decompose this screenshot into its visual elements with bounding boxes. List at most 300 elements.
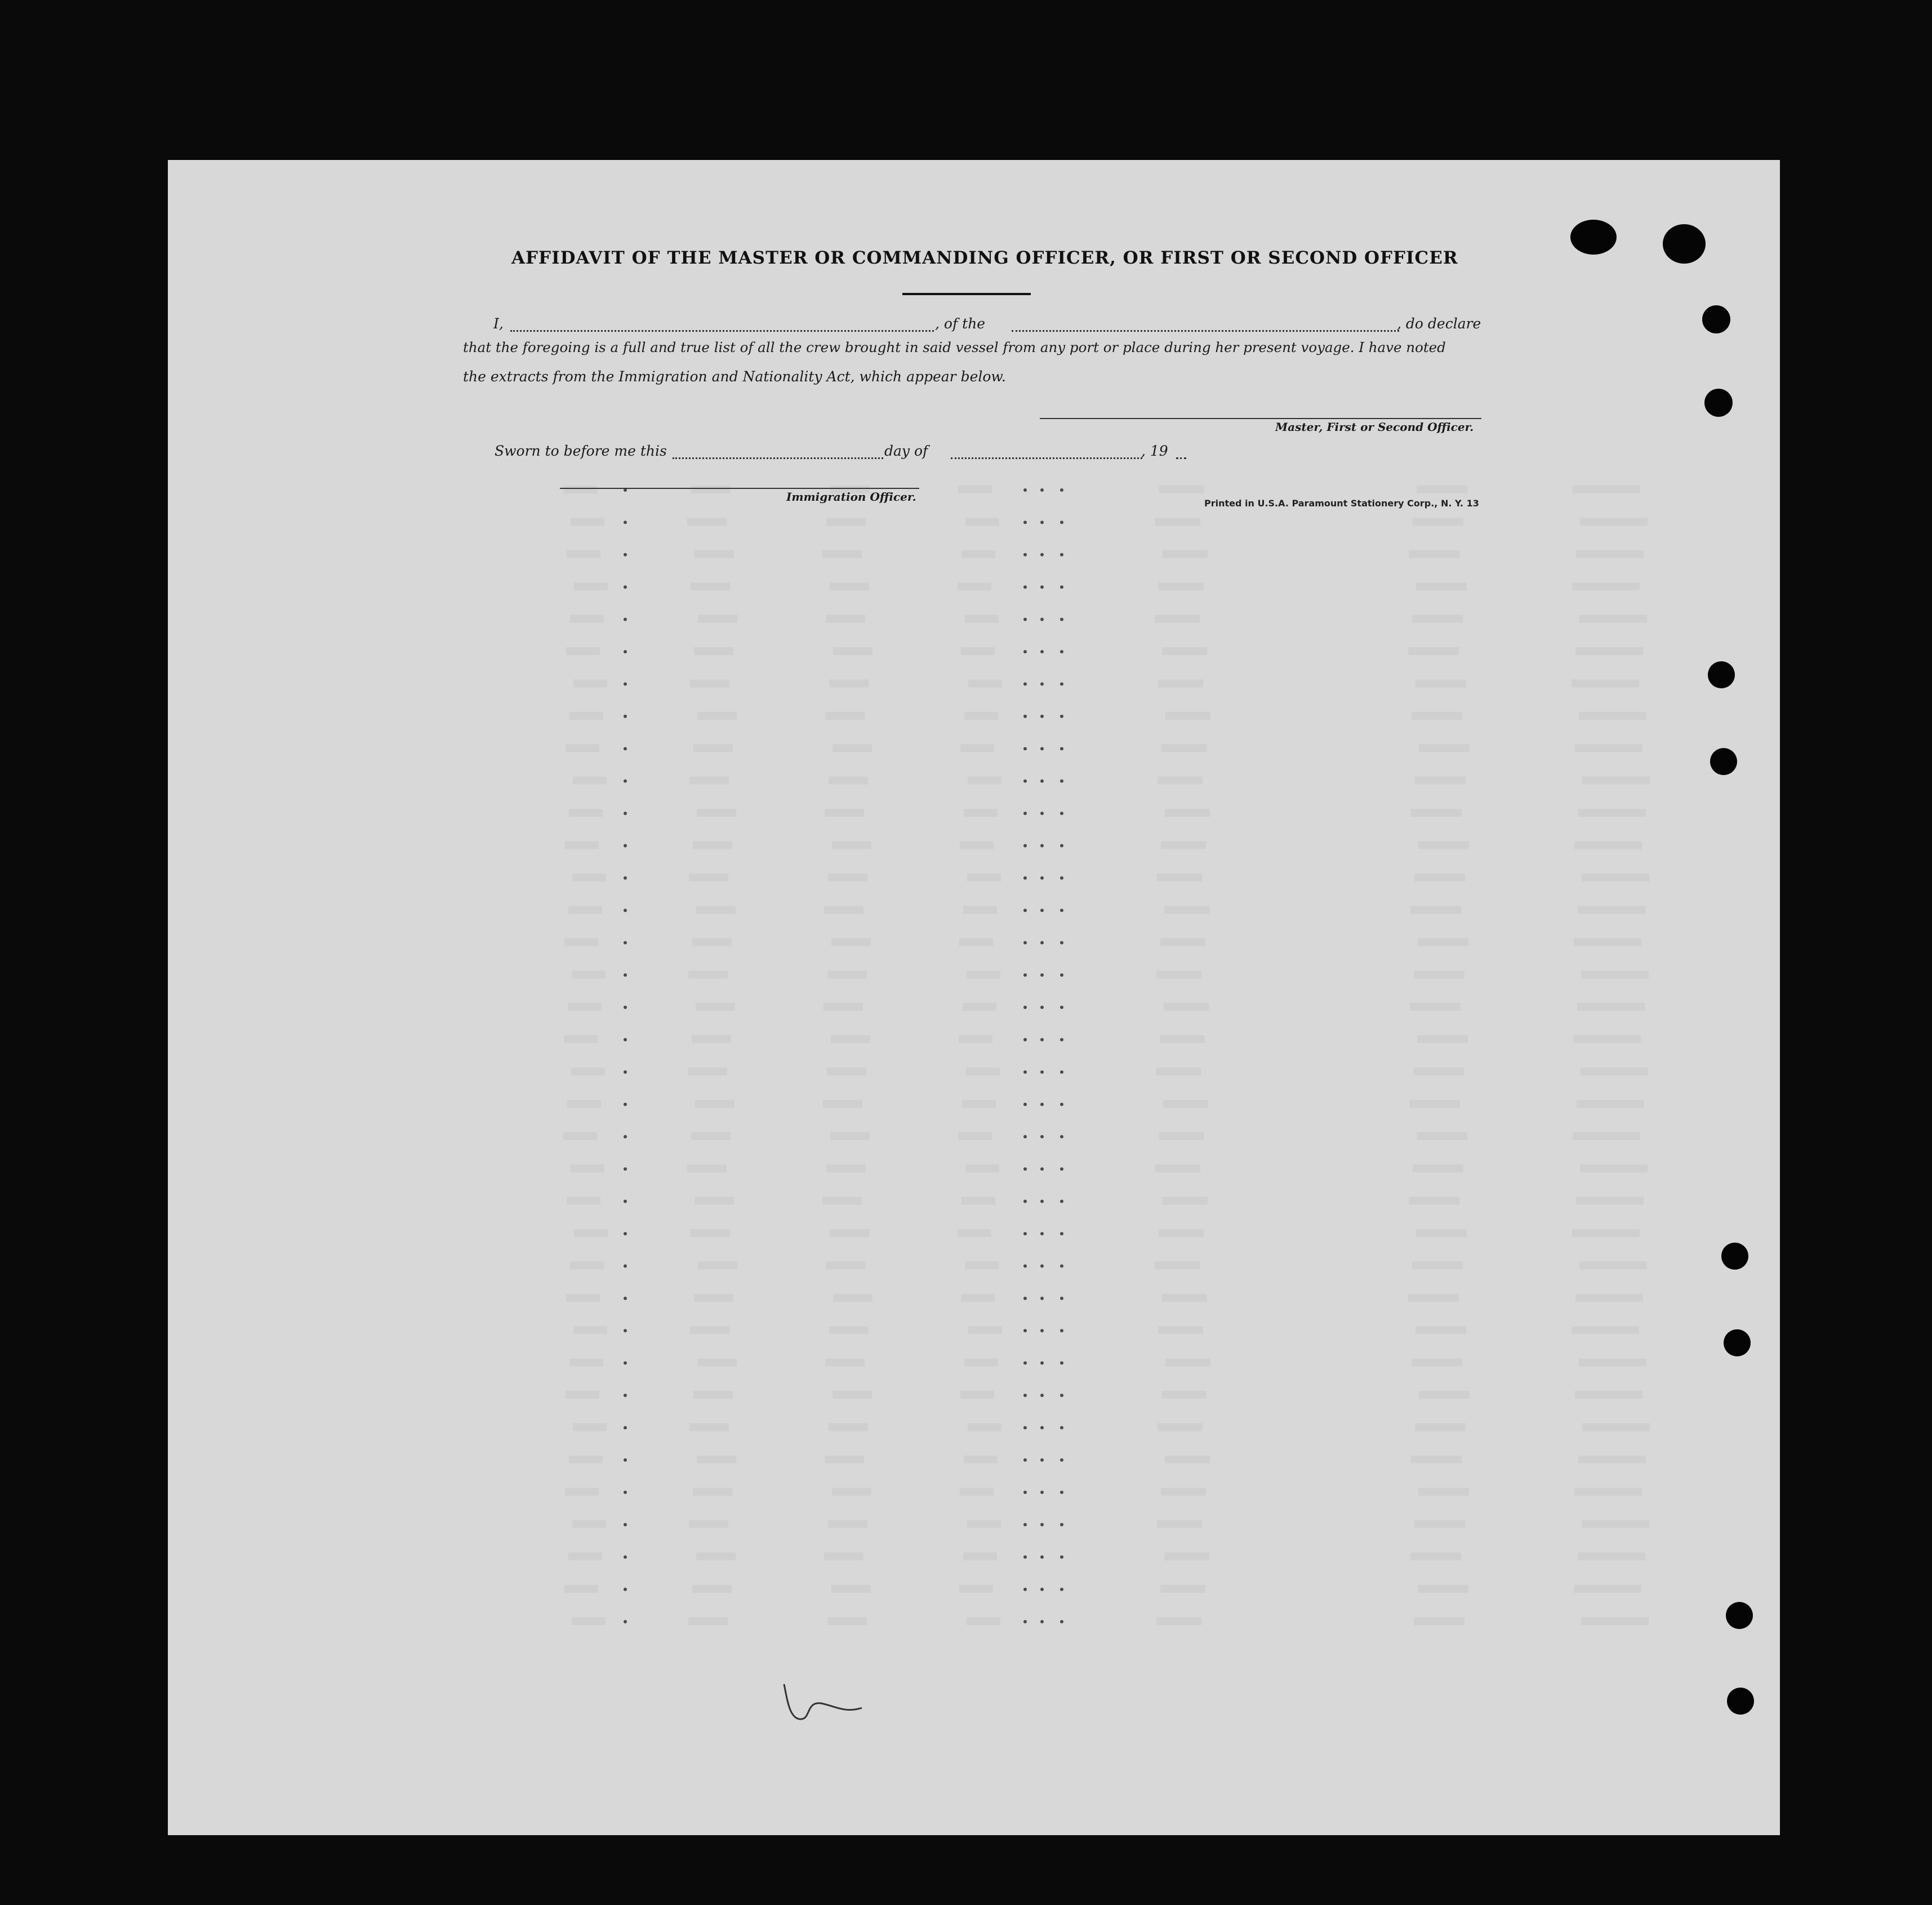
show-through-word xyxy=(1574,938,1641,946)
column-dot xyxy=(624,1555,627,1559)
show-through-word xyxy=(1164,1552,1209,1560)
master-name-field[interactable] xyxy=(510,330,934,332)
column-dot xyxy=(1023,1297,1027,1300)
show-through-word xyxy=(1579,712,1646,720)
column-dot xyxy=(1040,844,1044,847)
column-dot xyxy=(1023,1200,1027,1203)
show-through-word xyxy=(573,1423,607,1431)
show-through-word xyxy=(566,744,599,752)
column-dot xyxy=(1023,1426,1027,1430)
show-through-word xyxy=(1412,1262,1463,1270)
column-dot xyxy=(1040,909,1044,912)
show-through-word xyxy=(687,1164,727,1172)
show-through-word xyxy=(572,1520,606,1528)
column-dot xyxy=(624,1329,627,1332)
show-through-word xyxy=(1412,712,1462,720)
show-through-word xyxy=(1165,712,1210,720)
column-dot xyxy=(1023,520,1027,524)
show-through-word xyxy=(693,744,733,752)
show-through-word xyxy=(968,1326,1002,1334)
column-dot xyxy=(1040,1329,1044,1332)
show-through-word xyxy=(1415,777,1466,785)
declaration-line-3: the extracts from the Immigration and Nationality Act, which appear below. xyxy=(463,368,1006,385)
show-through-word xyxy=(1410,906,1461,914)
column-dot xyxy=(1060,553,1063,557)
show-through-word xyxy=(564,1585,598,1593)
show-through-word xyxy=(965,518,999,526)
column-dot xyxy=(624,876,627,880)
show-through-word xyxy=(689,1423,729,1431)
show-through-word xyxy=(1408,1294,1459,1302)
show-through-word xyxy=(691,1229,730,1237)
column-dot xyxy=(624,1394,627,1397)
show-through-word xyxy=(698,615,737,623)
column-dot xyxy=(1040,973,1044,977)
column-dot xyxy=(1023,1103,1027,1106)
show-through-word xyxy=(827,971,867,978)
show-through-word xyxy=(566,647,600,655)
show-through-word xyxy=(689,777,729,785)
show-through-word xyxy=(1414,874,1465,882)
show-through-word xyxy=(1161,1488,1206,1495)
show-through-word xyxy=(1155,518,1200,526)
column-dot xyxy=(1040,715,1044,718)
show-through-word xyxy=(832,841,871,849)
show-through-word xyxy=(696,1552,736,1560)
show-through-word xyxy=(1576,550,1644,558)
show-through-word xyxy=(694,647,733,655)
sworn-day-field[interactable] xyxy=(673,457,883,459)
show-through-word xyxy=(1575,647,1643,655)
show-through-word xyxy=(1418,938,1468,946)
show-through-word xyxy=(567,550,600,558)
show-through-word xyxy=(573,1326,607,1334)
column-dot xyxy=(1060,1426,1063,1430)
show-through-word xyxy=(968,679,1002,687)
column-dot xyxy=(1023,1394,1027,1397)
show-through-word xyxy=(695,1197,734,1205)
show-through-word xyxy=(830,582,869,590)
show-through-word xyxy=(1573,1035,1641,1043)
show-through-word xyxy=(822,1197,862,1205)
column-dot xyxy=(1023,553,1027,557)
show-through-word xyxy=(1417,486,1467,493)
show-through-word xyxy=(965,1164,999,1172)
show-through-word xyxy=(1159,1132,1204,1140)
column-dot xyxy=(1060,650,1063,653)
show-through-word xyxy=(1165,1456,1210,1463)
column-dot xyxy=(1060,747,1063,750)
column-dot xyxy=(1023,780,1027,783)
show-through-word xyxy=(693,841,732,849)
show-through-word xyxy=(1413,1164,1463,1172)
show-through-word xyxy=(964,1456,998,1463)
show-through-word xyxy=(1414,1617,1464,1625)
column-dot xyxy=(624,1038,627,1041)
show-through-word xyxy=(1155,615,1200,623)
show-through-word xyxy=(571,518,604,526)
column-dot xyxy=(624,682,627,686)
show-through-word xyxy=(965,615,999,623)
column-dot xyxy=(1040,1394,1044,1397)
show-through-word xyxy=(1410,1003,1461,1011)
show-through-word xyxy=(695,1100,734,1108)
show-through-word xyxy=(1409,1197,1459,1205)
column-dot xyxy=(1060,812,1063,815)
column-dot xyxy=(1023,715,1027,718)
show-through-word xyxy=(1158,679,1203,687)
show-through-word xyxy=(960,1488,994,1495)
show-through-word xyxy=(1417,1035,1468,1043)
show-through-word xyxy=(692,938,732,946)
column-dot xyxy=(1060,1555,1063,1559)
column-dot xyxy=(624,973,627,977)
column-dot xyxy=(624,1265,627,1268)
show-through-word xyxy=(963,1003,996,1011)
show-through-word xyxy=(958,1229,991,1237)
show-through-word xyxy=(697,1359,737,1367)
show-through-word xyxy=(824,1552,863,1560)
column-dot xyxy=(624,1005,627,1009)
show-through-word xyxy=(1574,841,1642,849)
show-through-word xyxy=(831,938,871,946)
show-through-word xyxy=(1582,777,1650,785)
show-through-word xyxy=(829,679,869,687)
declaration-i-label: I, xyxy=(493,315,504,332)
show-through-word xyxy=(1575,1294,1643,1302)
column-dot xyxy=(1040,1588,1044,1591)
column-dot xyxy=(1023,1620,1027,1623)
show-through-word xyxy=(1411,809,1462,817)
show-through-word xyxy=(1162,647,1207,655)
show-through-word xyxy=(962,1100,996,1108)
show-through-word xyxy=(1164,1003,1209,1011)
show-through-word xyxy=(690,1326,729,1334)
show-through-word xyxy=(1417,1132,1467,1140)
printer-imprint: Printed in U.S.A. Paramount Stationery Corp., N. Y. 13 xyxy=(1204,498,1479,509)
show-through-word xyxy=(825,712,865,720)
show-through-word xyxy=(1572,1229,1640,1237)
column-dot xyxy=(624,1490,627,1494)
column-dot xyxy=(1023,747,1027,750)
show-through-word xyxy=(571,1164,604,1172)
show-through-word xyxy=(833,1294,872,1302)
show-through-word xyxy=(1414,971,1464,978)
column-dot xyxy=(1040,780,1044,783)
column-dot xyxy=(624,1523,627,1526)
column-dot xyxy=(1040,1297,1044,1300)
column-dot xyxy=(624,1167,627,1170)
column-dot xyxy=(1040,488,1044,492)
show-through-word xyxy=(1408,647,1459,655)
column-dot xyxy=(624,1103,627,1106)
show-through-word xyxy=(1578,1456,1646,1463)
show-through-word xyxy=(1162,1294,1207,1302)
punch-hole xyxy=(1721,1243,1748,1270)
column-dot xyxy=(1023,876,1027,880)
show-through-word xyxy=(697,1456,736,1463)
column-dot xyxy=(624,1620,627,1623)
show-through-word xyxy=(958,1132,992,1140)
show-through-word xyxy=(830,1229,869,1237)
show-through-word xyxy=(964,809,998,817)
show-through-word xyxy=(1572,1326,1639,1334)
column-dot xyxy=(624,1588,627,1591)
show-through-word xyxy=(696,1003,735,1011)
column-dot xyxy=(1060,1458,1063,1462)
immigration-officer-signature-line[interactable] xyxy=(560,488,919,489)
show-through-word xyxy=(830,1132,870,1140)
show-through-word xyxy=(1579,1262,1647,1270)
show-through-word xyxy=(572,874,606,882)
show-through-word xyxy=(961,1197,995,1205)
show-through-word xyxy=(1157,874,1202,882)
show-through-word xyxy=(566,1294,600,1302)
column-dot xyxy=(1023,1167,1027,1170)
column-dot xyxy=(1023,682,1027,686)
show-through-word xyxy=(689,1520,728,1528)
show-through-word xyxy=(967,971,1000,978)
show-through-word xyxy=(1575,1391,1642,1399)
column-dot xyxy=(1040,1103,1044,1106)
column-dot xyxy=(624,585,627,589)
column-dot xyxy=(1060,1523,1063,1526)
show-through-word xyxy=(1161,841,1206,849)
show-through-word xyxy=(1578,906,1645,914)
show-through-word xyxy=(1574,1488,1642,1495)
column-dot xyxy=(624,1135,627,1138)
column-dot xyxy=(1040,1426,1044,1430)
show-through-word xyxy=(573,777,607,785)
immigration-officer-label: Immigration Officer. xyxy=(786,490,916,504)
show-through-word xyxy=(1415,679,1466,687)
sworn-prefix: Sworn to before me this xyxy=(495,443,667,459)
show-through-word xyxy=(568,1003,602,1011)
show-through-word xyxy=(1418,1488,1469,1495)
column-dot xyxy=(1040,941,1044,945)
show-through-word xyxy=(1581,1067,1648,1075)
show-through-word xyxy=(691,582,730,590)
show-through-word xyxy=(1580,1164,1648,1172)
show-through-word xyxy=(825,809,864,817)
show-through-word xyxy=(1409,1100,1460,1108)
show-through-word xyxy=(1159,1229,1204,1237)
show-through-word xyxy=(960,1391,994,1399)
sworn-year-prefix: , 19 xyxy=(1141,443,1168,459)
show-through-word xyxy=(959,938,993,946)
show-through-word xyxy=(568,906,602,914)
column-dot xyxy=(1023,941,1027,945)
column-dot xyxy=(1023,1038,1027,1041)
column-dot xyxy=(1023,1135,1027,1138)
show-through-word xyxy=(693,1391,733,1399)
show-through-word xyxy=(833,744,872,752)
show-through-word xyxy=(1413,518,1463,526)
show-through-word xyxy=(568,1552,602,1560)
show-through-word xyxy=(1412,615,1463,623)
show-through-word xyxy=(1157,1520,1202,1528)
column-dot xyxy=(1040,1200,1044,1203)
show-through-word xyxy=(1418,1585,1468,1593)
show-through-word xyxy=(829,1326,869,1334)
column-dot xyxy=(1040,520,1044,524)
column-dot xyxy=(624,553,627,557)
show-through-word xyxy=(964,712,998,720)
declaration-line-2: that the foregoing is a full and true list of all the crew brought in said vessel from any port or place during her present voyage. I have noted xyxy=(463,339,1446,355)
show-through-word xyxy=(1410,1552,1461,1560)
column-dot xyxy=(1060,520,1063,524)
column-dot xyxy=(624,909,627,912)
show-through-word xyxy=(570,615,604,623)
pencil-mark xyxy=(777,1679,879,1741)
master-signature-line[interactable] xyxy=(1040,418,1481,419)
show-through-word xyxy=(959,1035,992,1043)
column-dot xyxy=(624,941,627,945)
column-dot xyxy=(1060,1588,1063,1591)
column-dot xyxy=(624,715,627,718)
column-dot xyxy=(1023,488,1027,492)
column-dot xyxy=(1040,650,1044,653)
column-dot xyxy=(624,747,627,750)
column-dot xyxy=(1060,1135,1063,1138)
show-through-word xyxy=(1413,1067,1464,1075)
column-dot xyxy=(1060,941,1063,945)
column-dot xyxy=(624,1458,627,1462)
column-dot xyxy=(1040,1232,1044,1235)
column-dot xyxy=(1060,618,1063,621)
show-through-word xyxy=(697,712,737,720)
column-dot xyxy=(1040,585,1044,589)
column-dot xyxy=(1060,1038,1063,1041)
column-dot xyxy=(624,1070,627,1074)
show-through-word xyxy=(1160,1585,1205,1593)
show-through-word xyxy=(1575,744,1642,752)
show-through-word xyxy=(959,1585,993,1593)
column-dot xyxy=(1023,585,1027,589)
show-through-word xyxy=(965,1262,999,1270)
affidavit-title: AFFIDAVIT OF THE MASTER OR COMMANDING OFFICER, OR FIRST OR SECOND OFFICER xyxy=(511,248,1458,268)
column-dot xyxy=(1040,1458,1044,1462)
show-through-word xyxy=(833,647,872,655)
show-through-word xyxy=(1165,1359,1210,1367)
column-dot xyxy=(624,1297,627,1300)
column-dot xyxy=(1060,585,1063,589)
show-through-word xyxy=(961,647,995,655)
column-dot xyxy=(1023,1005,1027,1009)
column-dot xyxy=(1023,1070,1027,1074)
column-dot xyxy=(1060,1200,1063,1203)
show-through-word xyxy=(1414,1520,1465,1528)
show-through-word xyxy=(825,1359,865,1367)
column-dot xyxy=(1040,682,1044,686)
show-through-word xyxy=(563,486,597,493)
show-through-word xyxy=(1581,1617,1649,1625)
declaration-of-the-label: , of the xyxy=(935,315,986,332)
show-through-word xyxy=(967,1520,1001,1528)
show-through-word xyxy=(569,712,603,720)
show-through-word xyxy=(825,1456,864,1463)
show-through-word xyxy=(964,1359,998,1367)
show-through-word xyxy=(1577,1100,1644,1108)
show-through-word xyxy=(1164,906,1209,914)
show-through-word xyxy=(829,777,868,785)
show-through-word xyxy=(688,1617,728,1625)
show-through-word xyxy=(1582,1520,1649,1528)
column-dot xyxy=(1060,1070,1063,1074)
master-signature-label: Master, First or Second Officer. xyxy=(1275,420,1474,434)
column-dot xyxy=(1023,618,1027,621)
column-dot xyxy=(1023,844,1027,847)
column-dot xyxy=(624,812,627,815)
show-through-word xyxy=(823,1003,863,1011)
vessel-name-field[interactable] xyxy=(1012,330,1399,332)
column-dot xyxy=(624,1426,627,1430)
column-dot xyxy=(1060,1620,1063,1623)
column-dot xyxy=(1060,973,1063,977)
show-through-word xyxy=(692,1585,732,1593)
show-through-word xyxy=(1412,1359,1462,1367)
show-through-word xyxy=(1582,874,1649,882)
show-through-word xyxy=(1411,1456,1462,1463)
punch-hole xyxy=(1724,1329,1751,1356)
show-through-word xyxy=(827,1067,866,1075)
column-dot xyxy=(1023,909,1027,912)
show-through-word xyxy=(1415,1423,1466,1431)
show-through-word xyxy=(567,1197,600,1205)
show-through-word xyxy=(563,1132,597,1140)
show-through-word xyxy=(697,809,736,817)
column-dot xyxy=(1040,1555,1044,1559)
column-dot xyxy=(1040,1167,1044,1170)
show-through-word xyxy=(1582,1423,1650,1431)
declaration-do-declare-label: , do declare xyxy=(1397,315,1481,332)
show-through-word xyxy=(687,518,727,526)
show-through-word xyxy=(688,971,728,978)
show-through-word xyxy=(1573,486,1640,493)
show-through-word xyxy=(692,1035,731,1043)
show-through-word xyxy=(968,777,1001,785)
show-through-word xyxy=(690,679,729,687)
column-dot xyxy=(1040,553,1044,557)
sworn-month-field[interactable] xyxy=(951,457,1142,459)
show-through-word xyxy=(1580,518,1648,526)
punch-hole xyxy=(1704,389,1733,417)
column-dot xyxy=(1040,1005,1044,1009)
column-dot xyxy=(1060,1103,1063,1106)
show-through-word xyxy=(963,906,997,914)
column-dot xyxy=(624,780,627,783)
show-through-word xyxy=(1572,582,1640,590)
show-through-word xyxy=(1581,971,1649,978)
sworn-year-field[interactable] xyxy=(1176,457,1186,459)
show-through-word xyxy=(1419,744,1470,752)
show-through-word xyxy=(824,906,863,914)
show-through-word xyxy=(1161,1391,1207,1399)
show-through-word xyxy=(829,1423,868,1431)
column-dot xyxy=(1060,876,1063,880)
column-dot xyxy=(1060,780,1063,783)
column-dot xyxy=(1060,1329,1063,1332)
show-through-word xyxy=(569,1456,603,1463)
show-through-word xyxy=(695,550,734,558)
punch-hole xyxy=(1726,1602,1753,1629)
show-through-word xyxy=(569,809,603,817)
show-through-word xyxy=(1578,809,1646,817)
column-dot xyxy=(1060,1297,1063,1300)
column-dot xyxy=(1023,973,1027,977)
column-dot xyxy=(1060,844,1063,847)
show-through-word xyxy=(1156,971,1201,978)
